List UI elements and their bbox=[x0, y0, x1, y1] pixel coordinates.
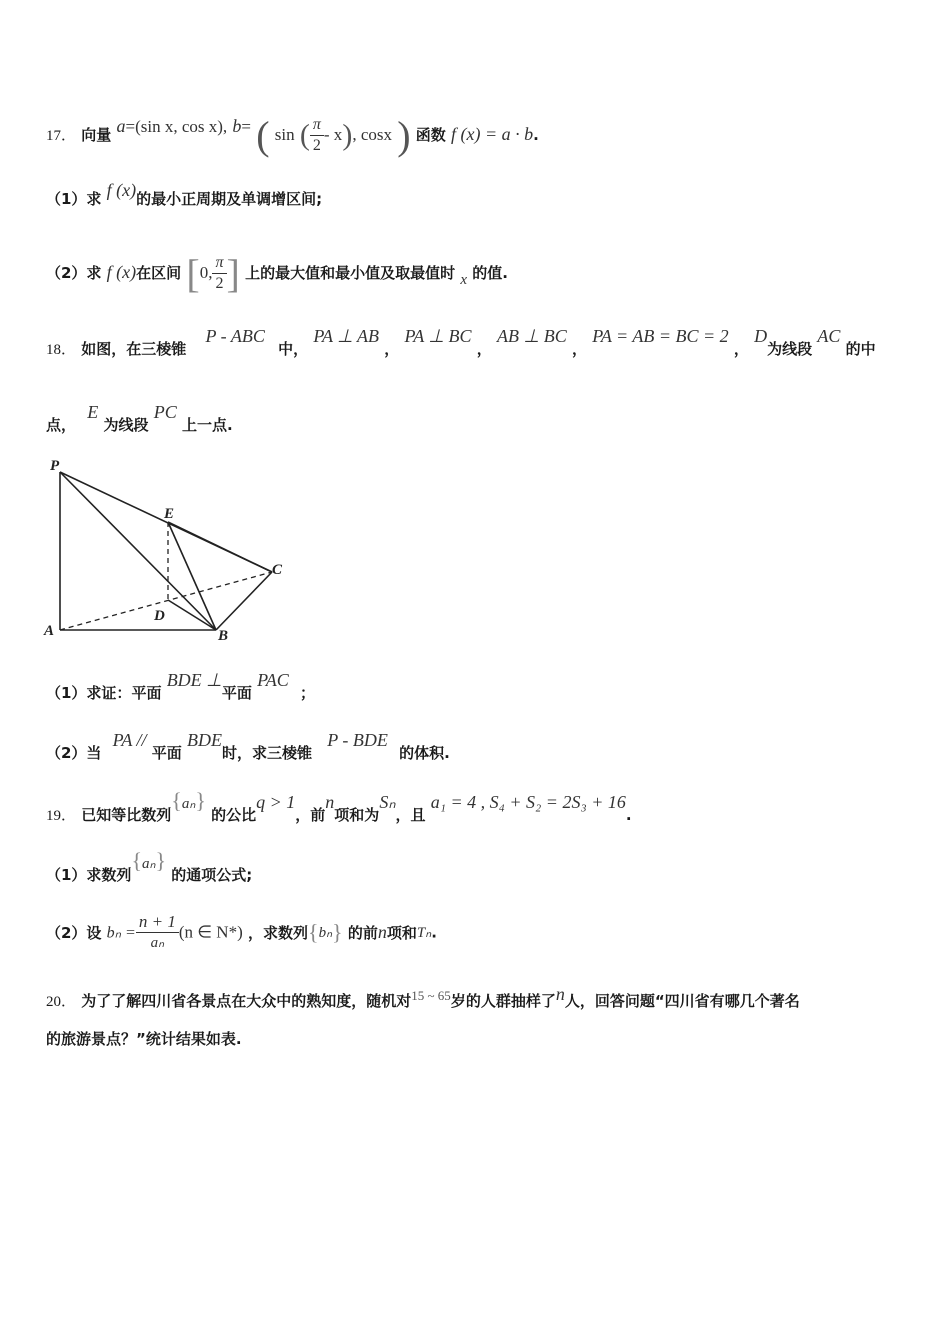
q18-number: 18． bbox=[46, 342, 77, 358]
q18-point-e: E bbox=[87, 402, 99, 422]
q18-seg-text: 为线段 bbox=[767, 340, 813, 358]
label-p: P bbox=[50, 458, 60, 474]
q17-p2-label: （2）求 bbox=[46, 264, 102, 282]
q20-number: 20． bbox=[46, 994, 77, 1010]
edge-bc bbox=[216, 572, 272, 630]
brace-right: } bbox=[332, 919, 343, 945]
brace-right: } bbox=[195, 788, 206, 813]
q19-p2-seq: bₙ bbox=[318, 925, 333, 941]
interval-pi-over-2: $\frac{\pi}{2}$ bbox=[212, 253, 226, 294]
q18-stem: 如图，在三棱锥 bbox=[81, 340, 187, 358]
brace-left: { bbox=[308, 919, 319, 945]
q18-cond2: PA ⊥ BC bbox=[404, 326, 472, 346]
q19-fraction: $\frac{n + 1}{\text{aₙ}}$ bbox=[136, 912, 179, 953]
q20-line1 bbox=[46, 984, 800, 1011]
q17-p1-label: （1）求 bbox=[46, 190, 102, 208]
q20-range: 15 ~ 65 bbox=[411, 988, 451, 1003]
q19-p1-text: 的通项公式; bbox=[171, 866, 253, 884]
q18-line1 bbox=[46, 326, 876, 359]
inner-left-paren: ( bbox=[299, 118, 310, 152]
interval-left-bracket: [ bbox=[186, 251, 200, 296]
q19-stem-c: ，前 bbox=[295, 806, 326, 824]
q18-dian: 点， bbox=[46, 416, 77, 434]
q18-cond3: AB ⊥ BC bbox=[497, 326, 567, 346]
q18-cond1: PA ⊥ AB bbox=[313, 326, 380, 346]
q19-p2-label: （2）设 bbox=[46, 924, 102, 942]
q18-p2-label: （2）当 bbox=[46, 744, 102, 762]
q17-end: . bbox=[533, 126, 539, 144]
comma: ， bbox=[476, 340, 492, 358]
q17-p2-text-c: 的值. bbox=[472, 264, 508, 282]
q20-line2 bbox=[46, 1028, 242, 1049]
q19-line1 bbox=[46, 788, 632, 826]
q17-p2-func: f (x) bbox=[106, 262, 137, 282]
pyramid-figure bbox=[40, 452, 300, 652]
q19-n: n bbox=[325, 792, 335, 812]
q18-p1-end: ； bbox=[300, 684, 316, 702]
comma: ， bbox=[733, 340, 749, 358]
left-paren: ( bbox=[256, 113, 270, 158]
q17-stem: 向量 bbox=[81, 126, 112, 144]
q19-q: q > 1 bbox=[256, 792, 296, 812]
q19-bn: bₙ = bbox=[106, 924, 136, 942]
q18-point-d: D bbox=[754, 326, 768, 346]
minus-x: - x bbox=[323, 125, 343, 144]
q19-p1-label: （1）求数列 bbox=[46, 866, 132, 884]
q20-text-a: 为了了解四川省各景点在大众中的熟知度，随机对 bbox=[81, 992, 412, 1010]
pi-over-2: $\frac{\pi}{2}$ bbox=[310, 115, 324, 156]
vector-b: b bbox=[232, 116, 242, 136]
q17-stem-b: 函数 bbox=[415, 126, 446, 144]
q20-n: n bbox=[555, 984, 565, 1004]
q18-cond4: PA = AB = BC = 2 bbox=[592, 326, 729, 346]
q19-p2-end: . bbox=[431, 923, 437, 942]
label-d: D bbox=[154, 608, 165, 624]
q17-number: 17． bbox=[46, 128, 77, 144]
q18-line2 bbox=[46, 402, 233, 435]
q18-p1-label: （1）求证：平面 bbox=[46, 684, 162, 702]
q17-function: f (x) = a · b bbox=[451, 124, 534, 144]
q18-p1-plane2: PAC bbox=[257, 670, 289, 690]
q17-p2-text-b: 上的最大值和最小值及取最值时 bbox=[245, 264, 456, 282]
q19-seq: aₙ bbox=[181, 796, 196, 812]
q19-sn: Sₙ bbox=[379, 792, 396, 812]
q17-p2-x: x bbox=[460, 272, 467, 288]
edge-ac bbox=[60, 572, 272, 630]
vector-b-eq: = bbox=[241, 117, 251, 136]
q19-condition: a₁ = 4 , S₄ + S₂ = 2S₃ + 16 bbox=[430, 792, 626, 812]
inner-right-paren: ) bbox=[342, 118, 353, 152]
q19-p2-n: n bbox=[377, 922, 387, 942]
brace-left: { bbox=[131, 848, 143, 873]
q20-text-c: 人，回答问题“四川省有哪几个著名 bbox=[564, 992, 800, 1010]
q17-part1 bbox=[46, 180, 323, 209]
cos-x: , cosx bbox=[352, 125, 392, 144]
q19-cond2: (n ∈ N*) bbox=[178, 922, 243, 942]
q17-p1-text: 的最小正周期及单调增区间; bbox=[136, 190, 323, 208]
q18-p2-plane: BDE bbox=[187, 730, 223, 750]
edge-pb bbox=[60, 472, 216, 630]
q19-end: . bbox=[625, 806, 632, 824]
q18-shang: 上一点. bbox=[181, 416, 233, 434]
edge-ec bbox=[168, 522, 272, 572]
q19-p1-seq: aₙ bbox=[142, 856, 156, 872]
brace-right: } bbox=[155, 848, 167, 873]
vector-a-value: =(sin x, cos x), bbox=[125, 117, 228, 136]
q17-line bbox=[46, 112, 539, 159]
q18-p2-mid: 平面 bbox=[151, 744, 182, 762]
q17-p1-func: f (x) bbox=[106, 180, 137, 200]
q19-p2-text-b: 的前 bbox=[347, 924, 378, 942]
q18-pc: PC bbox=[153, 402, 177, 422]
sin-label: sin bbox=[274, 125, 295, 144]
edge-eb bbox=[168, 522, 216, 630]
q18-p2-pyramid: P - BDE bbox=[327, 730, 388, 750]
q18-pyramid: P - ABC bbox=[205, 326, 265, 346]
label-e: E bbox=[164, 506, 175, 522]
q20-text-b: 岁的人群抽样了 bbox=[450, 992, 556, 1010]
q19-stem-b: 的公比 bbox=[211, 806, 257, 824]
brace-left: { bbox=[171, 788, 182, 813]
q18-part2 bbox=[46, 730, 450, 763]
q18-zhong: 中， bbox=[278, 340, 309, 358]
q18-p2-text: 时，求三棱锥 bbox=[222, 744, 313, 762]
q19-part1 bbox=[46, 848, 253, 886]
q19-stem-e: ，且 bbox=[395, 806, 426, 824]
q18-p2-end: 的体积. bbox=[399, 744, 450, 762]
label-a: A bbox=[44, 623, 55, 639]
comma: ， bbox=[571, 340, 587, 358]
q19-tn: Tₙ bbox=[416, 925, 432, 941]
label-c: C bbox=[272, 562, 283, 578]
q19-stem-a: 已知等比数列 bbox=[81, 806, 172, 824]
q19-part2 bbox=[46, 912, 437, 953]
q19-p2-text-a: ，求数列 bbox=[247, 924, 308, 942]
q19-p2-text-c: 项和 bbox=[386, 924, 417, 942]
q19-stem-d: 项和为 bbox=[334, 806, 380, 824]
interval-zero: 0, bbox=[199, 263, 213, 282]
vector-a: a bbox=[116, 116, 126, 136]
q17-part2 bbox=[46, 250, 508, 297]
q17-p2-text-a: 在区间 bbox=[136, 264, 182, 282]
q19-number: 19． bbox=[46, 808, 77, 824]
q18-seg-text2: 为线段 bbox=[103, 416, 149, 434]
right-paren: ) bbox=[397, 113, 411, 158]
q18-p1-mid: 平面 bbox=[221, 684, 252, 702]
q18-p1-plane1: BDE ⊥ bbox=[166, 670, 222, 690]
q20-text-d: 的旅游景点？”统计结果如表. bbox=[46, 1030, 242, 1048]
interval-right-bracket: ] bbox=[226, 251, 240, 296]
q18-de-zhong: 的中 bbox=[845, 340, 876, 358]
comma: ， bbox=[384, 340, 400, 358]
label-b: B bbox=[218, 628, 229, 644]
q18-ac: AC bbox=[817, 326, 841, 346]
q18-part1 bbox=[46, 670, 316, 703]
q18-p2-par: PA // bbox=[112, 730, 147, 750]
